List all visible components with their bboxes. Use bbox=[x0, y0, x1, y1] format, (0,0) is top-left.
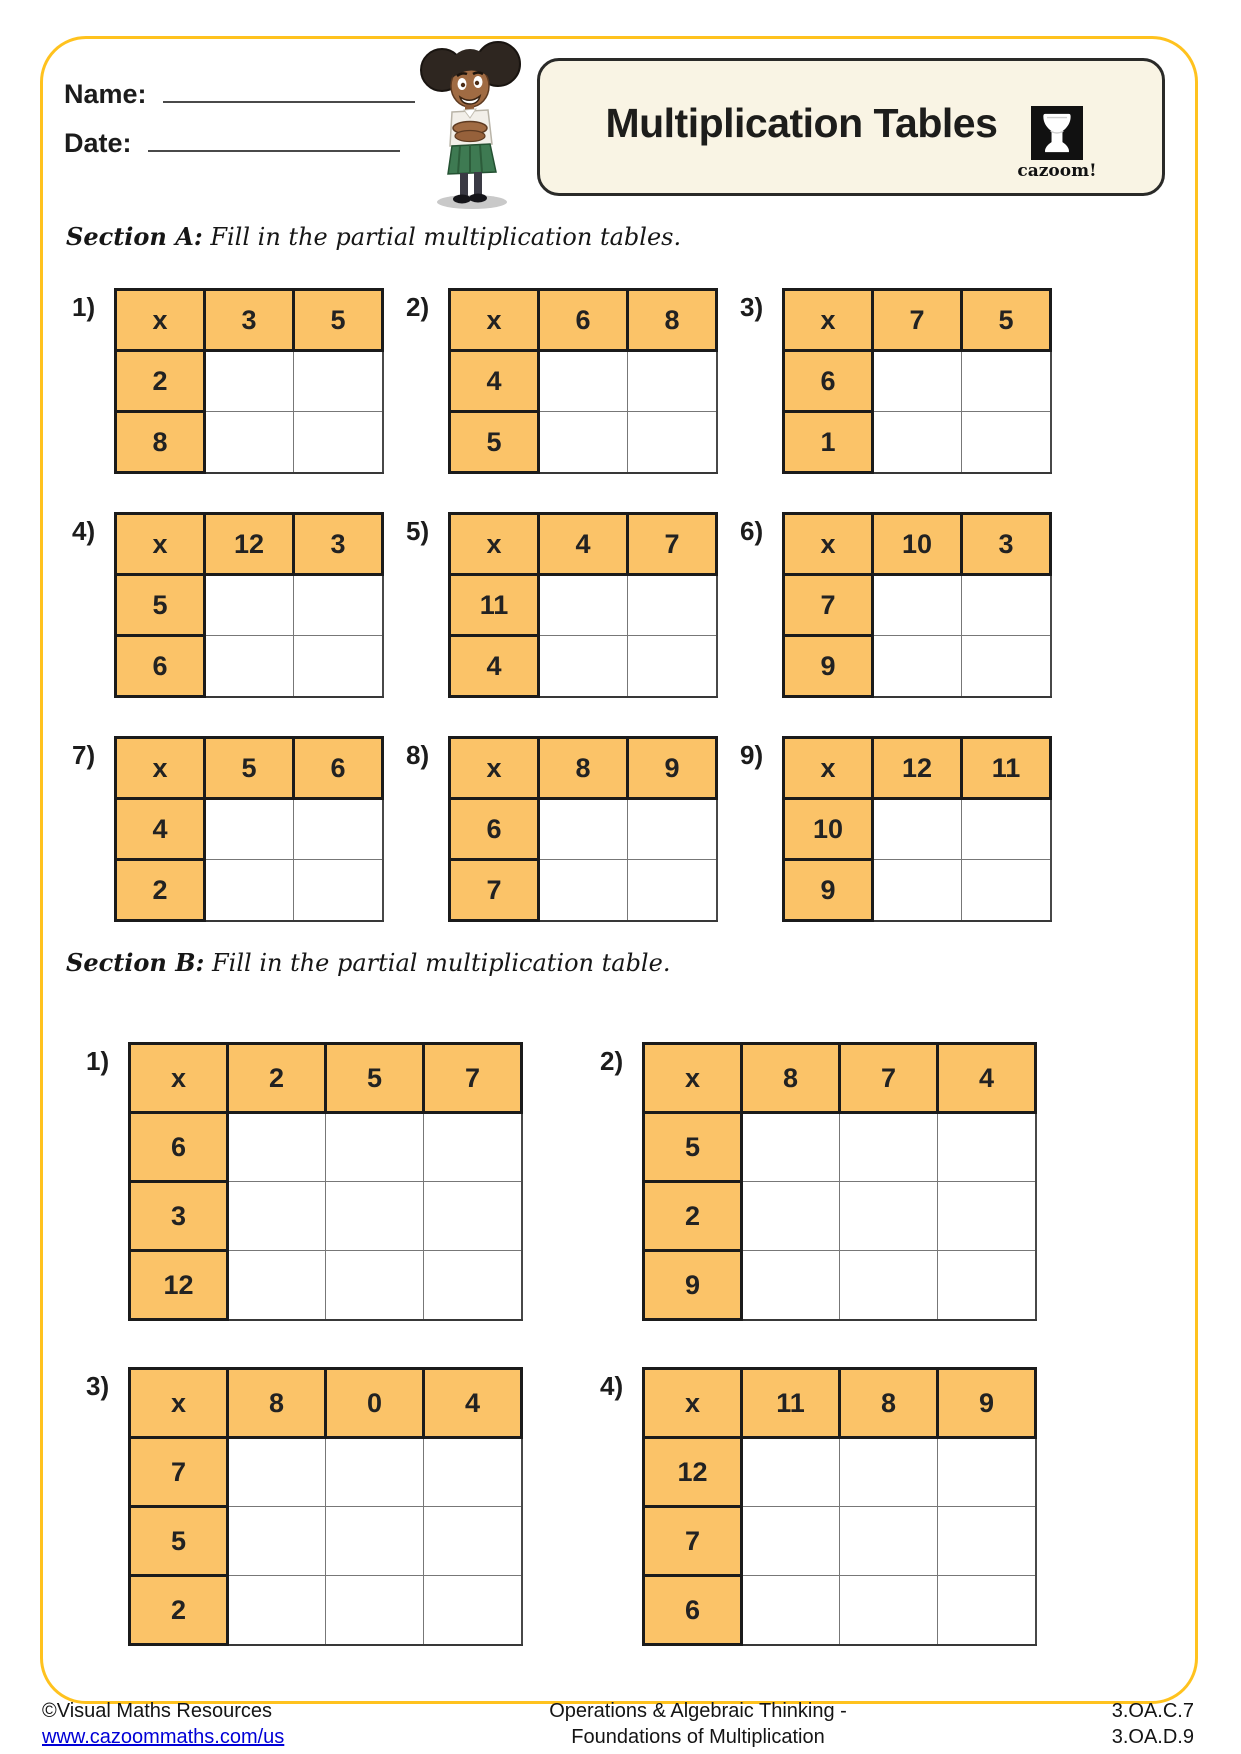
row-header-cell: 7 bbox=[130, 1438, 228, 1507]
header-cell: 3 bbox=[962, 514, 1051, 575]
times-symbol-cell: x bbox=[450, 514, 539, 575]
row-header-cell: 1 bbox=[784, 412, 873, 473]
multiplication-table bbox=[448, 736, 718, 922]
header-cell: 10 bbox=[873, 514, 962, 575]
answer-cell bbox=[873, 351, 962, 412]
date-line bbox=[148, 123, 400, 152]
row-header-cell: 5 bbox=[450, 412, 539, 473]
header-cell: 4 bbox=[938, 1044, 1036, 1113]
table-number-label: 7) bbox=[72, 740, 96, 770]
answer-cell bbox=[539, 860, 628, 921]
times-symbol-cell: x bbox=[130, 1044, 228, 1113]
table-row bbox=[130, 1507, 522, 1576]
name-date-block bbox=[64, 74, 415, 172]
table-row bbox=[130, 1182, 522, 1251]
row-header-cell: 2 bbox=[116, 860, 205, 921]
table-group bbox=[406, 736, 740, 922]
times-symbol-cell: x bbox=[784, 514, 873, 575]
table-group bbox=[600, 1042, 1114, 1321]
answer-cell bbox=[424, 1113, 522, 1182]
times-symbol-cell: x bbox=[644, 1044, 742, 1113]
answer-cell bbox=[938, 1251, 1036, 1320]
multiplication-table bbox=[642, 1367, 1037, 1646]
answer-cell bbox=[228, 1507, 326, 1576]
table-number-label: 8) bbox=[406, 740, 430, 770]
header-cell: 7 bbox=[873, 290, 962, 351]
table-group bbox=[86, 1367, 600, 1646]
answer-cell bbox=[424, 1438, 522, 1507]
multiplication-table bbox=[782, 512, 1052, 698]
answer-cell bbox=[205, 412, 294, 473]
table-row bbox=[116, 860, 383, 921]
table-number-label: 2) bbox=[406, 292, 430, 322]
answer-cell bbox=[326, 1438, 424, 1507]
multiplication-table bbox=[782, 736, 1052, 922]
answer-cell bbox=[228, 1113, 326, 1182]
title-box bbox=[537, 58, 1165, 196]
row-header-cell: 5 bbox=[644, 1113, 742, 1182]
cazoom-logo-text: cazoom! bbox=[1017, 161, 1097, 181]
row-header-cell: 9 bbox=[644, 1251, 742, 1320]
answer-cell bbox=[294, 799, 383, 860]
table-row bbox=[130, 1113, 522, 1182]
row-header-cell: 4 bbox=[116, 799, 205, 860]
answer-cell bbox=[742, 1113, 840, 1182]
standard-title-line1: Operations & Algebraic Thinking - bbox=[549, 1700, 847, 1722]
answer-cell bbox=[628, 412, 717, 473]
answer-cell bbox=[228, 1576, 326, 1645]
table-row bbox=[450, 860, 717, 921]
table-header-row bbox=[784, 514, 1051, 575]
multiplication-table bbox=[114, 512, 384, 698]
answer-cell bbox=[424, 1576, 522, 1645]
answer-cell bbox=[539, 351, 628, 412]
table-group bbox=[406, 288, 740, 474]
answer-cell bbox=[205, 799, 294, 860]
header-cell: 9 bbox=[938, 1369, 1036, 1438]
answer-cell bbox=[938, 1113, 1036, 1182]
answer-cell bbox=[938, 1576, 1036, 1645]
header-cell: 5 bbox=[205, 738, 294, 799]
table-row bbox=[644, 1576, 1036, 1645]
answer-cell bbox=[205, 860, 294, 921]
header-cell: 9 bbox=[628, 738, 717, 799]
times-symbol-cell: x bbox=[784, 290, 873, 351]
table-row bbox=[116, 412, 383, 473]
section-a-tables bbox=[72, 288, 1074, 922]
answer-cell bbox=[228, 1182, 326, 1251]
header-cell: 11 bbox=[742, 1369, 840, 1438]
answer-cell bbox=[294, 351, 383, 412]
row-header-cell: 9 bbox=[784, 636, 873, 697]
times-symbol-cell: x bbox=[116, 290, 205, 351]
answer-cell bbox=[962, 799, 1051, 860]
table-header-row bbox=[450, 514, 717, 575]
table-number-label: 5) bbox=[406, 516, 430, 546]
section-a-label: Section A: bbox=[66, 222, 203, 251]
row-header-cell: 6 bbox=[116, 636, 205, 697]
answer-cell bbox=[228, 1251, 326, 1320]
answer-cell bbox=[205, 351, 294, 412]
answer-cell bbox=[539, 412, 628, 473]
answer-cell bbox=[873, 799, 962, 860]
answer-cell bbox=[628, 575, 717, 636]
multiplication-table bbox=[114, 736, 384, 922]
header-cell: 5 bbox=[326, 1044, 424, 1113]
header-cell: 8 bbox=[840, 1369, 938, 1438]
answer-cell bbox=[539, 575, 628, 636]
table-row bbox=[644, 1251, 1036, 1320]
multiplication-table bbox=[128, 1042, 523, 1321]
standard-code-2: 3.OA.D.9 bbox=[1111, 1726, 1194, 1749]
standard-title-line2: Foundations of Multiplication bbox=[571, 1726, 825, 1749]
table-header-row bbox=[116, 738, 383, 799]
section-a-instruction: Fill in the partial multiplication tables. bbox=[202, 223, 682, 251]
row-header-cell: 2 bbox=[116, 351, 205, 412]
answer-cell bbox=[294, 412, 383, 473]
row-header-cell: 7 bbox=[644, 1507, 742, 1576]
row-header-cell: 3 bbox=[130, 1182, 228, 1251]
table-row bbox=[450, 351, 717, 412]
answer-cell bbox=[873, 412, 962, 473]
table-row bbox=[784, 351, 1051, 412]
answer-cell bbox=[742, 1182, 840, 1251]
answer-cell bbox=[628, 351, 717, 412]
header-cell: 3 bbox=[205, 290, 294, 351]
table-row bbox=[450, 799, 717, 860]
table-group bbox=[740, 736, 1074, 922]
times-symbol-cell: x bbox=[644, 1369, 742, 1438]
table-group bbox=[72, 512, 406, 698]
header-cell: 8 bbox=[539, 738, 628, 799]
answer-cell bbox=[962, 860, 1051, 921]
times-symbol-cell: x bbox=[116, 514, 205, 575]
answer-cell bbox=[938, 1438, 1036, 1507]
answer-cell bbox=[326, 1182, 424, 1251]
table-row bbox=[450, 575, 717, 636]
header-cell: 7 bbox=[628, 514, 717, 575]
multiplication-table bbox=[642, 1042, 1037, 1321]
table-row bbox=[644, 1113, 1036, 1182]
row-header-cell: 4 bbox=[450, 636, 539, 697]
answer-cell bbox=[742, 1576, 840, 1645]
answer-cell bbox=[326, 1576, 424, 1645]
times-symbol-cell: x bbox=[450, 738, 539, 799]
table-row bbox=[130, 1251, 522, 1320]
table-group bbox=[600, 1367, 1114, 1646]
header-cell: 11 bbox=[962, 738, 1051, 799]
table-row bbox=[116, 351, 383, 412]
answer-cell bbox=[873, 575, 962, 636]
row-header-cell: 6 bbox=[784, 351, 873, 412]
section-b-heading bbox=[66, 948, 670, 977]
row-header-cell: 5 bbox=[116, 575, 205, 636]
table-row bbox=[116, 575, 383, 636]
times-symbol-cell: x bbox=[784, 738, 873, 799]
table-group bbox=[406, 512, 740, 698]
table-group bbox=[740, 288, 1074, 474]
answer-cell bbox=[294, 575, 383, 636]
answer-cell bbox=[326, 1113, 424, 1182]
table-row bbox=[116, 799, 383, 860]
table-group bbox=[740, 512, 1074, 698]
answer-cell bbox=[742, 1438, 840, 1507]
cazoom-logo bbox=[1017, 106, 1096, 181]
answer-cell bbox=[228, 1438, 326, 1507]
table-row bbox=[450, 636, 717, 697]
header-cell: 6 bbox=[539, 290, 628, 351]
worksheet-title: Multiplication Tables bbox=[605, 99, 998, 146]
answer-cell bbox=[294, 860, 383, 921]
row-header-cell: 10 bbox=[784, 799, 873, 860]
answer-cell bbox=[840, 1576, 938, 1645]
table-header-row bbox=[450, 738, 717, 799]
table-number-label: 1) bbox=[86, 1046, 110, 1076]
row-header-cell: 2 bbox=[644, 1182, 742, 1251]
header-cell: 2 bbox=[228, 1044, 326, 1113]
header-cell: 8 bbox=[742, 1044, 840, 1113]
table-header-row bbox=[116, 514, 383, 575]
header-cell: 5 bbox=[962, 290, 1051, 351]
table-row bbox=[644, 1438, 1036, 1507]
header-cell: 4 bbox=[539, 514, 628, 575]
multiplication-table bbox=[114, 288, 384, 474]
answer-cell bbox=[840, 1438, 938, 1507]
table-header-row bbox=[644, 1369, 1036, 1438]
answer-cell bbox=[326, 1251, 424, 1320]
header-cell: 12 bbox=[205, 514, 294, 575]
table-number-label: 2) bbox=[600, 1046, 624, 1076]
table-number-label: 3) bbox=[740, 292, 764, 322]
table-row bbox=[130, 1576, 522, 1645]
times-symbol-cell: x bbox=[450, 290, 539, 351]
answer-cell bbox=[938, 1507, 1036, 1576]
row-header-cell: 9 bbox=[784, 860, 873, 921]
answer-cell bbox=[962, 412, 1051, 473]
row-header-cell: 5 bbox=[130, 1507, 228, 1576]
row-header-cell: 6 bbox=[130, 1113, 228, 1182]
header-cell: 7 bbox=[840, 1044, 938, 1113]
table-header-row bbox=[644, 1044, 1036, 1113]
answer-cell bbox=[840, 1251, 938, 1320]
answer-cell bbox=[294, 636, 383, 697]
section-b-tables bbox=[86, 1042, 1114, 1646]
header-cell: 6 bbox=[294, 738, 383, 799]
row-header-cell: 7 bbox=[450, 860, 539, 921]
answer-cell bbox=[840, 1507, 938, 1576]
standard-code-1: 3.OA.C.7 bbox=[1111, 1700, 1194, 1722]
section-a-heading bbox=[66, 222, 681, 251]
answer-cell bbox=[205, 575, 294, 636]
answer-cell bbox=[326, 1507, 424, 1576]
table-group bbox=[72, 736, 406, 922]
table-row bbox=[784, 636, 1051, 697]
header-cell: 0 bbox=[326, 1369, 424, 1438]
times-symbol-cell: x bbox=[130, 1369, 228, 1438]
table-group bbox=[86, 1042, 600, 1321]
table-header-row bbox=[130, 1369, 522, 1438]
multiplication-table bbox=[128, 1367, 523, 1646]
table-number-label: 3) bbox=[86, 1371, 110, 1401]
table-row bbox=[784, 575, 1051, 636]
answer-cell bbox=[628, 799, 717, 860]
name-line bbox=[163, 74, 415, 103]
header-cell: 12 bbox=[873, 738, 962, 799]
page-footer bbox=[42, 1698, 1194, 1751]
date-label: Date: bbox=[64, 128, 132, 158]
table-group bbox=[72, 288, 406, 474]
answer-cell bbox=[424, 1251, 522, 1320]
row-header-cell: 11 bbox=[450, 575, 539, 636]
times-symbol-cell: x bbox=[116, 738, 205, 799]
row-header-cell: 7 bbox=[784, 575, 873, 636]
answer-cell bbox=[424, 1182, 522, 1251]
table-number-label: 4) bbox=[72, 516, 96, 546]
answer-cell bbox=[424, 1507, 522, 1576]
header-cell: 8 bbox=[228, 1369, 326, 1438]
cazoommaths-link[interactable]: www.cazoommaths.com/us bbox=[42, 1726, 285, 1749]
table-number-label: 4) bbox=[600, 1371, 624, 1401]
table-header-row bbox=[450, 290, 717, 351]
row-header-cell: 12 bbox=[130, 1251, 228, 1320]
table-header-row bbox=[784, 290, 1051, 351]
row-header-cell: 4 bbox=[450, 351, 539, 412]
table-row bbox=[784, 799, 1051, 860]
answer-cell bbox=[938, 1182, 1036, 1251]
row-header-cell: 6 bbox=[644, 1576, 742, 1645]
copyright-text: ©Visual Maths Resources bbox=[42, 1700, 273, 1722]
section-b-instruction: Fill in the partial multiplication table. bbox=[204, 949, 671, 977]
multiplication-table bbox=[448, 288, 718, 474]
answer-cell bbox=[840, 1113, 938, 1182]
answer-cell bbox=[962, 575, 1051, 636]
answer-cell bbox=[539, 636, 628, 697]
row-header-cell: 2 bbox=[130, 1576, 228, 1645]
table-header-row bbox=[116, 290, 383, 351]
header-cell: 7 bbox=[424, 1044, 522, 1113]
table-number-label: 9) bbox=[740, 740, 764, 770]
answer-cell bbox=[742, 1251, 840, 1320]
answer-cell bbox=[962, 636, 1051, 697]
header-cell: 4 bbox=[424, 1369, 522, 1438]
table-row bbox=[784, 412, 1051, 473]
table-row bbox=[644, 1182, 1036, 1251]
table-header-row bbox=[130, 1044, 522, 1113]
answer-cell bbox=[873, 636, 962, 697]
answer-cell bbox=[962, 351, 1051, 412]
table-number-label: 1) bbox=[72, 292, 96, 322]
cazoom-drum-icon bbox=[1031, 106, 1083, 160]
multiplication-table bbox=[448, 512, 718, 698]
answer-cell bbox=[628, 860, 717, 921]
name-label: Name: bbox=[64, 79, 147, 109]
table-header-row bbox=[784, 738, 1051, 799]
table-row bbox=[130, 1438, 522, 1507]
table-row bbox=[450, 412, 717, 473]
table-row bbox=[644, 1507, 1036, 1576]
multiplication-table bbox=[782, 288, 1052, 474]
header-cell: 3 bbox=[294, 514, 383, 575]
table-row bbox=[116, 636, 383, 697]
table-row bbox=[784, 860, 1051, 921]
answer-cell bbox=[539, 799, 628, 860]
section-b-label: Section B: bbox=[66, 948, 205, 977]
table-number-label: 6) bbox=[740, 516, 764, 546]
row-header-cell: 6 bbox=[450, 799, 539, 860]
answer-cell bbox=[742, 1507, 840, 1576]
answer-cell bbox=[840, 1182, 938, 1251]
girl-character-illustration bbox=[412, 40, 528, 210]
row-header-cell: 8 bbox=[116, 412, 205, 473]
answer-cell bbox=[628, 636, 717, 697]
header-cell: 8 bbox=[628, 290, 717, 351]
answer-cell bbox=[873, 860, 962, 921]
answer-cell bbox=[205, 636, 294, 697]
row-header-cell: 12 bbox=[644, 1438, 742, 1507]
header-cell: 5 bbox=[294, 290, 383, 351]
